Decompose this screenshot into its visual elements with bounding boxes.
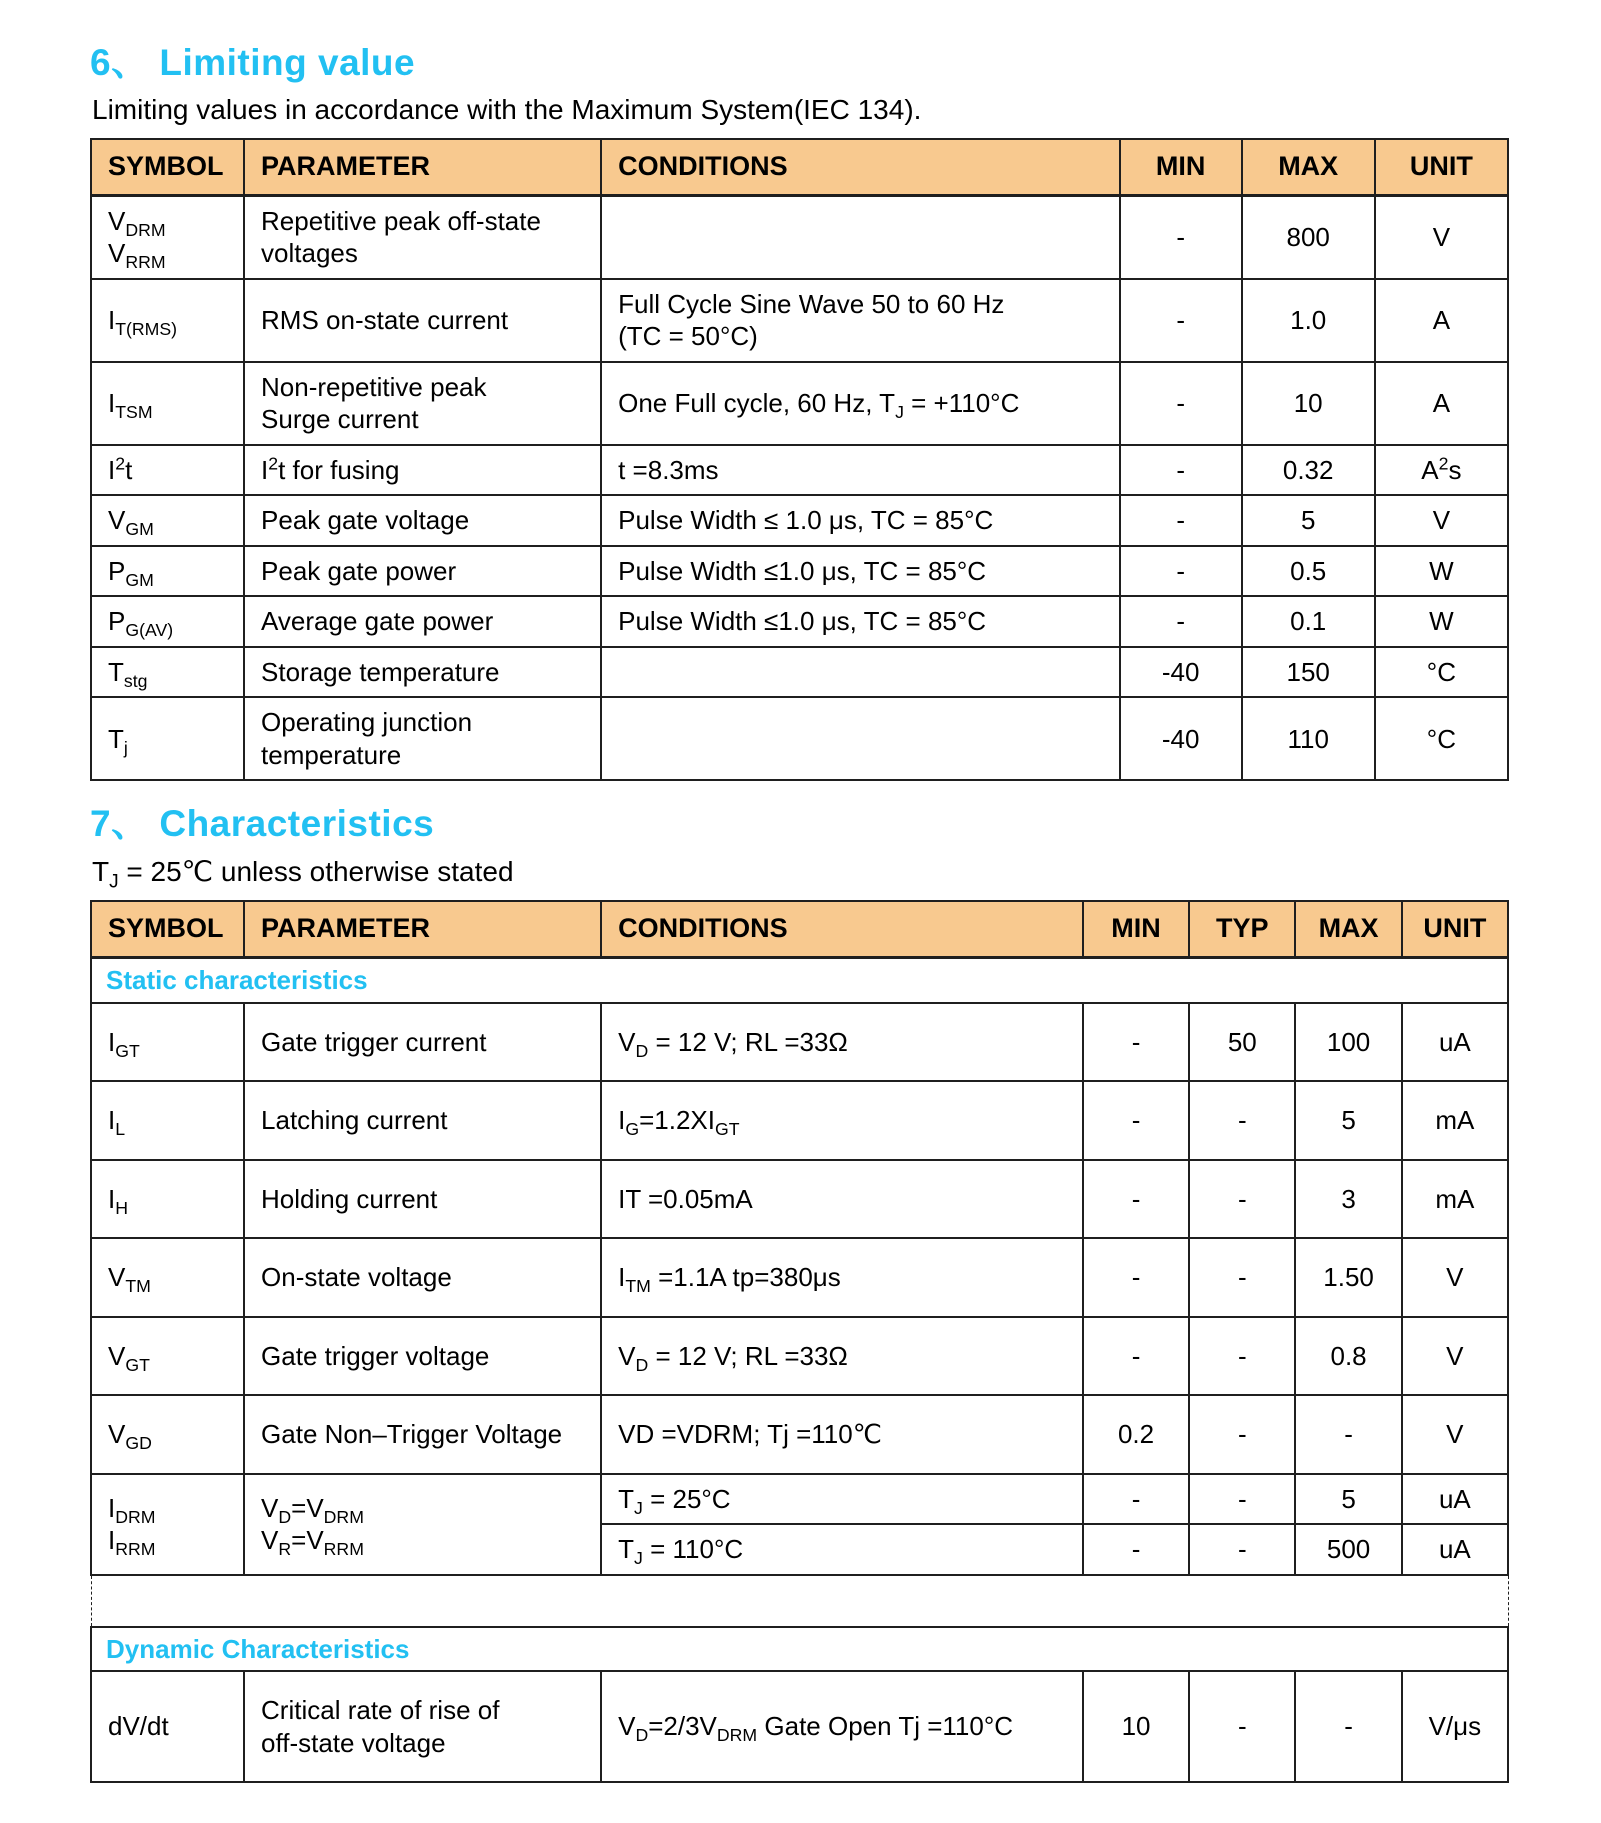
limiting-values-table-container [90,138,1509,781]
table-cell: 0.5 [1242,546,1375,597]
column-header: MIN [1083,901,1189,957]
table-row [91,1474,1508,1525]
table-cell: Latching current [244,1081,601,1160]
table-cell: - [1189,1474,1295,1525]
subsection-row [91,958,1508,1003]
limiting-table [90,138,1509,781]
table-cell: 0.8 [1295,1317,1401,1396]
table-cell: °C [1375,647,1508,698]
column-header: PARAMETER [244,901,601,957]
table-cell: 5 [1242,495,1375,546]
table-row [91,1160,1508,1239]
section-limiting-heading: 6、 Limiting value [90,42,416,83]
characteristics-table [90,900,1509,1783]
table-cell: Peak gate power [244,546,601,597]
table-cell: $V_{GM}$ [91,495,244,546]
table-cell: dV/dt [91,1671,244,1782]
section-characteristics-heading: 7、 Characteristics [90,803,435,845]
table-cell: $V_{DRM}$ $V_{RRM}$ [91,195,244,279]
table-cell: - [1083,1524,1189,1575]
table-cell: -40 [1120,647,1242,698]
table-cell: 500 [1295,1524,1401,1575]
table-cell: 0.32 [1242,445,1375,496]
table-cell: $I_H$ [91,1160,244,1239]
table-cell: 5 [1295,1081,1401,1160]
table-cell: W [1375,596,1508,647]
table-cell: A [1375,279,1508,362]
table-cell: mA [1402,1081,1508,1160]
table-cell [601,647,1120,698]
table-cell: - [1083,1160,1189,1239]
table-cell: $V_D = 12$ V; RL =33Ω [601,1003,1083,1082]
table-cell: 110 [1242,697,1375,780]
table-cell: 10 [1083,1671,1189,1782]
section-characteristics-subtitle: $T_J$ = 25℃ unless otherwise stated [92,856,514,893]
table-cell: Pulse Width ≤1.0 μs, TC = 85°C [601,546,1120,597]
table-cell: V [1375,195,1508,279]
table-cell: RMS on-state current [244,279,601,362]
section-limiting-subtitle: Limiting values in accordance with the Maximum System(IEC 134). [92,94,922,125]
table-cell: $P_{G(AV)}$ [91,596,244,647]
table-cell: $V_{GD}$ [91,1395,244,1474]
table-cell: uA [1402,1474,1508,1525]
table-cell: $V_D=2/3V_{DRM}$ Gate Open Tj =110°C [601,1671,1083,1782]
table-cell: °C [1375,697,1508,780]
table-cell: uA [1402,1524,1508,1575]
table-cell [601,697,1120,780]
table-cell: 100 [1295,1003,1401,1082]
table-cell: - [1120,495,1242,546]
table-cell: 150 [1242,647,1375,698]
table-cell: V [1375,495,1508,546]
table-cell: - [1120,445,1242,496]
table-cell: 0.1 [1242,596,1375,647]
table-row [91,495,1508,546]
table-cell: $P_{GM}$ [91,546,244,597]
table-cell: $I^2t$ [91,445,244,496]
table-row [91,279,1508,362]
table-cell: $I_{DRM}$ $I_{RRM}$ [91,1474,244,1575]
table-cell: $V_{GT}$ [91,1317,244,1396]
table-cell: A [1375,362,1508,445]
table-cell: 10 [1242,362,1375,445]
subsection-header: Dynamic Characteristics [91,1627,1508,1672]
table-cell: $V_D = 12$ V; RL =33Ω [601,1317,1083,1396]
column-header: SYMBOL [91,901,244,957]
table-cell: $T_{stg}$ [91,647,244,698]
table-cell: - [1083,1081,1189,1160]
table-cell: - [1189,1671,1295,1782]
table-cell: Non-repetitive peak Surge current [244,362,601,445]
table-cell: V/μs [1402,1671,1508,1782]
table-cell: $I_G=1.2XI_{GT}$ [601,1081,1083,1160]
subsection-header: Static characteristics [91,958,1508,1003]
subsection-row [91,1627,1508,1672]
column-header: UNIT [1375,139,1508,195]
table-row [91,1671,1508,1782]
table-cell: W [1375,546,1508,597]
table-cell: - [1083,1003,1189,1082]
table-cell: - [1295,1395,1401,1474]
table-cell: Gate trigger voltage [244,1317,601,1396]
table-cell: - [1120,546,1242,597]
table-cell: Gate Non–Trigger Voltage [244,1395,601,1474]
table-cell: $I_{GT}$ [91,1003,244,1082]
table-cell: Pulse Width ≤1.0 μs, TC = 85°C [601,596,1120,647]
table-cell: - [1120,195,1242,279]
table-cell: $A^2s$ [1375,445,1508,496]
table-cell: 800 [1242,195,1375,279]
table-cell: - [1083,1238,1189,1317]
table-cell: On-state voltage [244,1238,601,1317]
table-cell: Critical rate of rise of off-state voltage [244,1671,601,1782]
table-cell: - [1189,1395,1295,1474]
column-header: TYP [1189,901,1295,957]
table-cell [601,195,1120,279]
table-cell: Average gate power [244,596,601,647]
table-header-row [91,139,1508,195]
table-cell: 5 [1295,1474,1401,1525]
table-cell: Holding current [244,1160,601,1239]
table-row [91,445,1508,496]
table-cell: - [1189,1524,1295,1575]
column-header: MAX [1295,901,1401,957]
table-cell: VD =VDRM; Tj =110℃ [601,1395,1083,1474]
table-cell: 50 [1189,1003,1295,1082]
table-cell: $I_{T(RMS)}$ [91,279,244,362]
table-cell: 1.0 [1242,279,1375,362]
table-row [91,1003,1508,1082]
table-cell: Operating junction temperature [244,697,601,780]
table-row [91,546,1508,597]
table-cell: Repetitive peak off-state voltages [244,195,601,279]
column-header: SYMBOL [91,139,244,195]
table-cell: $T_J = 25^\circ C$ [601,1474,1083,1525]
table-cell: V [1402,1238,1508,1317]
table-cell: 3 [1295,1160,1401,1239]
table-cell: -40 [1120,697,1242,780]
table-cell: - [1189,1238,1295,1317]
column-header: MAX [1242,139,1375,195]
table-cell: $T_J = 110^\circ C$ [601,1524,1083,1575]
table-cell: - [1120,362,1242,445]
table-row [91,1317,1508,1396]
table-row [91,362,1508,445]
characteristics-table-container [90,900,1509,1783]
table-cell: Pulse Width ≤ 1.0 μs, TC = 85°C [601,495,1120,546]
table-header-row [91,901,1508,957]
table-cell: - [1295,1671,1401,1782]
table-cell: $I^2t$ for fusing [244,445,601,496]
table-cell: $V_D=V_{DRM}$ $V_R=V_{RRM}$ [244,1474,601,1575]
table-cell: - [1120,596,1242,647]
table-cell: Storage temperature [244,647,601,698]
table-cell: One Full cycle, 60 Hz, $T_J = +110^\circ C$ [601,362,1120,445]
table-cell: $I_{TM} =1.1A$ tp=380μs [601,1238,1083,1317]
table-row [91,596,1508,647]
table-cell: - [1189,1317,1295,1396]
table-row [91,195,1508,279]
table-cell: $V_{TM}$ [91,1238,244,1317]
table-cell: - [1120,279,1242,362]
table-cell: V [1402,1395,1508,1474]
table-cell: IT =0.05mA [601,1160,1083,1239]
table-cell: V [1402,1317,1508,1396]
table-row [91,1238,1508,1317]
table-row [91,1395,1508,1474]
column-header: MIN [1120,139,1242,195]
table-cell: 1.50 [1295,1238,1401,1317]
table-cell: t =8.3ms [601,445,1120,496]
table-cell: $I_L$ [91,1081,244,1160]
column-header: CONDITIONS [601,139,1120,195]
table-cell: Gate trigger current [244,1003,601,1082]
table-cell: - [1189,1160,1295,1239]
table-cell: $T_j$ [91,697,244,780]
table-cell: 0.2 [1083,1395,1189,1474]
table-cell: - [1083,1474,1189,1525]
table-cell: Peak gate voltage [244,495,601,546]
table-cell: - [1083,1317,1189,1396]
table-row [91,647,1508,698]
column-header: CONDITIONS [601,901,1083,957]
table-row [91,1081,1508,1160]
table-cell: uA [1402,1003,1508,1082]
column-header: UNIT [1402,901,1508,957]
table-cell: - [1189,1081,1295,1160]
table-cell: Full Cycle Sine Wave 50 to 60 Hz (TC = 50°C) [601,279,1120,362]
column-header: PARAMETER [244,139,601,195]
table-cell: mA [1402,1160,1508,1239]
table-cell: $I_{TSM}$ [91,362,244,445]
table-row [91,697,1508,780]
